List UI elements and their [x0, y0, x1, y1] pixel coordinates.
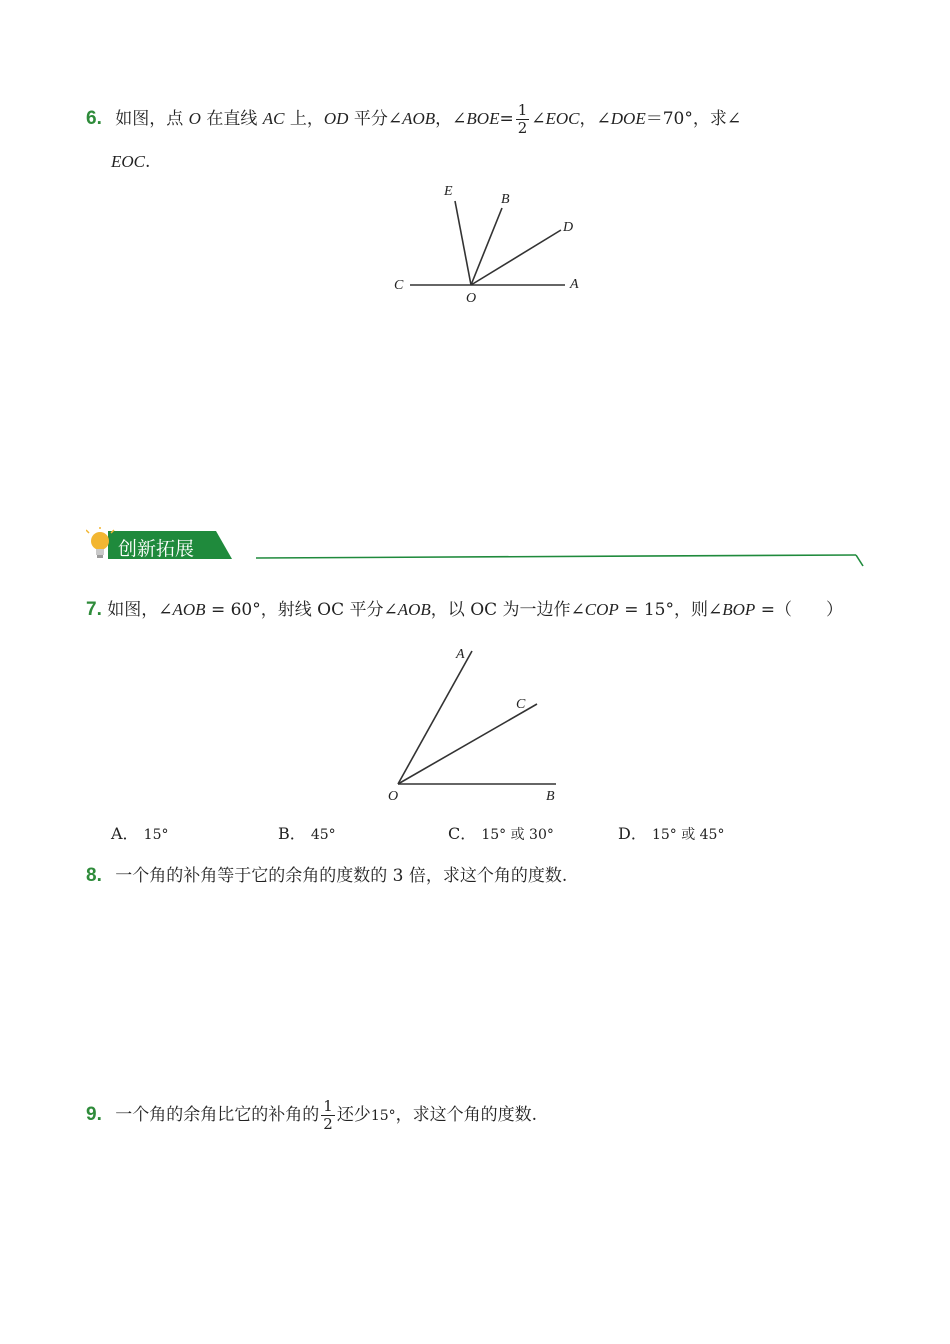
q6-angle-doe: DOE	[610, 109, 646, 128]
q7-angle-aob-2: ∠AOB	[383, 600, 431, 619]
q6-angle-eoc: EOC	[545, 109, 580, 128]
q6-line-ac: AC	[262, 109, 285, 128]
q6-fraction	[516, 102, 530, 137]
q6-frac-den: 2	[517, 119, 528, 137]
q7-option-d-value: 15° 或 45°	[651, 827, 725, 843]
q8-line	[86, 864, 567, 888]
q7-ray-oa	[398, 651, 472, 784]
q9-text-c: ，求这个角的度数.	[395, 1105, 538, 1125]
banner-rule	[256, 555, 856, 558]
q9-number: 9.	[86, 1104, 102, 1125]
q6-angle-aob: AOB	[402, 109, 436, 128]
q7-option-a-value: 15°	[143, 827, 169, 843]
q7-text-c: ，以 OC 为一边作	[430, 600, 571, 620]
q7-option-c[interactable]	[448, 821, 554, 844]
section-title: 创新拓展	[118, 538, 195, 560]
q6-label-c: C	[394, 278, 404, 293]
q8-text: 一个角的补角等于它的余角的度数的 3 倍，求这个角的度数.	[115, 866, 568, 886]
q7-text-e: =（ ）	[755, 600, 843, 620]
q6-label-b: B	[501, 192, 510, 207]
banner-rule-end	[856, 555, 863, 566]
q6-label-e: E	[444, 184, 453, 199]
q6-line2-angle: EOC	[111, 152, 145, 171]
q7-figure	[380, 640, 580, 810]
q9-frac-den: 2	[323, 1115, 333, 1133]
q6-line1	[86, 102, 741, 137]
q6-text-d: 平分∠	[353, 109, 403, 129]
q6-angle-boe: BOE	[466, 109, 500, 128]
q7-label-b: B	[546, 789, 555, 804]
q6-eq: =	[499, 109, 514, 129]
q7-option-d-letter: D．	[618, 824, 647, 843]
q9-line	[86, 1098, 537, 1133]
q6-label-o: O	[466, 291, 477, 306]
q7-option-c-letter: C．	[448, 824, 477, 843]
q6-figure	[380, 178, 600, 308]
q7-option-a[interactable]	[111, 821, 168, 844]
q7-number: 7.	[86, 599, 102, 620]
q7-angle-aob: ∠AOB	[158, 600, 206, 619]
q6-text-h: ＝70°，求∠	[645, 109, 742, 129]
q6-line2-end: .	[145, 152, 151, 172]
q7-text-a: 如图，	[107, 600, 159, 620]
q7-option-d[interactable]	[618, 821, 724, 844]
q6-ray-od-line	[471, 230, 561, 285]
q7-label-c: C	[516, 697, 526, 712]
q7-option-a-letter: A．	[111, 824, 139, 843]
q6-line2	[111, 150, 150, 174]
q7-text-d: = 15°，则	[618, 600, 708, 620]
q8-number: 8.	[86, 865, 102, 886]
q6-dot: .	[96, 108, 102, 129]
q7-label-a: A	[456, 647, 465, 662]
q6-text-f: ∠	[531, 109, 546, 129]
q7-angle-cop: ∠COP	[570, 600, 619, 619]
q9-fraction	[321, 1098, 335, 1133]
q6-ray-od: OD	[323, 109, 349, 128]
section-banner	[86, 527, 866, 573]
section-banner-shape	[86, 527, 866, 573]
q6-frac-num: 1	[517, 101, 528, 119]
q6-text-c: 上，	[289, 109, 324, 129]
q7-text-b: = 60°，射线 OC 平分	[205, 600, 384, 620]
q6-point-o: O	[188, 109, 201, 128]
q7-angle-bop: ∠BOP	[708, 600, 756, 619]
q6-label-a: A	[570, 277, 579, 292]
q6-text-b: 在直线	[206, 109, 258, 129]
q6-text-a: 如图，点	[115, 109, 184, 129]
q7-option-b[interactable]	[278, 821, 336, 844]
q7-ray-oc	[398, 704, 537, 784]
q7-line	[86, 598, 843, 622]
q7-option-b-value: 45°	[310, 827, 336, 843]
q6-ray-oe	[455, 201, 471, 285]
q9-text-b: 还少	[336, 1105, 371, 1125]
q6-ray-ob	[471, 208, 502, 285]
q7-label-o: O	[388, 789, 399, 804]
q9-deg: 15°	[370, 1108, 396, 1124]
q7-option-c-value: 15° 或 30°	[481, 827, 554, 843]
q6-number: 6	[86, 108, 97, 129]
q9-frac-num: 1	[323, 1097, 333, 1115]
q7-option-b-letter: B．	[278, 824, 306, 843]
q6-label-d: D	[563, 220, 574, 235]
q9-text-a: 一个角的余角比它的补角的	[115, 1105, 320, 1125]
q6-text-g: ，∠	[579, 109, 611, 129]
q6-text-e: ，∠	[435, 109, 467, 129]
